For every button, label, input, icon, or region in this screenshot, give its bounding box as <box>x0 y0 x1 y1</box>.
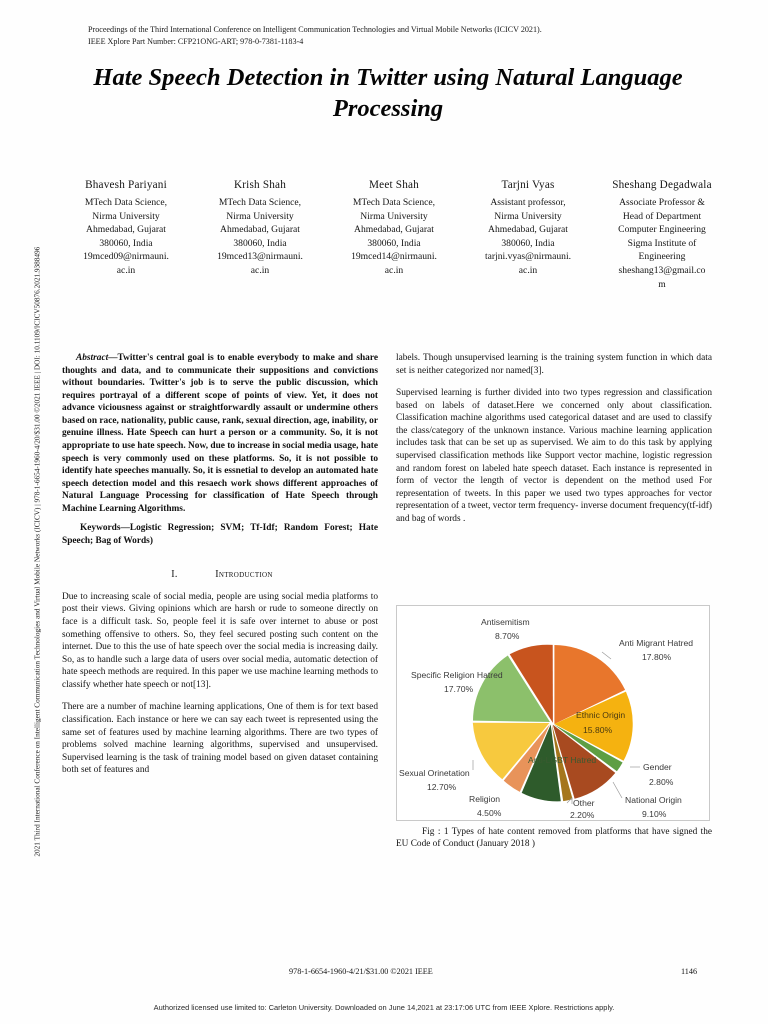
author-entry <box>60 178 192 291</box>
author-entry <box>328 178 460 291</box>
author-name: Meet Shah <box>369 179 419 191</box>
pie-label-anti-migrant-hatred: Anti Migrant Hatred <box>619 638 694 648</box>
footer-isbn: 978-1-6654-1960-4/21/$31.00 ©2021 IEEE <box>289 967 433 976</box>
author-affiliation-line: MTech Data Science, <box>352 196 436 208</box>
pie-label-national-origin: National Origin <box>625 795 682 805</box>
author-affiliation-line: 380060, India <box>233 237 287 249</box>
author-affiliation-line: Nirma University <box>360 210 428 222</box>
pie-value-religion: 4.50% <box>477 808 502 818</box>
author-email-line: ac.in <box>250 264 270 276</box>
column-left <box>62 352 378 787</box>
author-entry <box>194 178 326 291</box>
proceedings-header-line2: IEEE Xplore Part Number: CFP21ONG-ART; 978-0-7381-1183-4 <box>88 36 304 46</box>
author-affiliation-line: 380060, India <box>99 237 153 249</box>
author-affiliation-line: Ahmedabad, Gujarat <box>220 224 300 236</box>
pie-chart-svg <box>397 606 709 820</box>
author-affiliation-line: Nirma University <box>92 210 160 222</box>
author-entry <box>462 178 594 291</box>
author-affiliation-line: Computer Engineering <box>618 224 706 236</box>
author-affiliation-line: Ahmedabad, Gujarat <box>354 224 434 236</box>
author-affiliation-line: MTech Data Science, <box>84 196 168 208</box>
author-name: Bhavesh Pariyani <box>85 179 167 191</box>
author-affiliation-line: Associate Professor & <box>619 196 705 208</box>
author-entry <box>596 178 728 291</box>
figure-pie-chart <box>396 605 710 821</box>
author-affiliation-line: Sigma Institute of <box>627 237 697 249</box>
author-affiliation-line: MTech Data Science, <box>218 196 302 208</box>
author-block <box>60 178 728 291</box>
pie-label-ethnic-origin: Ethnic Origin <box>576 710 626 720</box>
author-name: Sheshang Degadwala <box>612 179 712 191</box>
figure-caption <box>396 826 712 851</box>
pie-value-gender: 2.80% <box>649 777 674 787</box>
keywords-paragraph: Keywords—Logistic Regression; SVM; Tf-Idf; Random Forest; Hate Speech; Bag of Words) <box>62 523 378 546</box>
author-email-line: ac.in <box>384 264 404 276</box>
section-number: I. <box>171 569 178 581</box>
author-affiliation-line: Nirma University <box>494 210 562 222</box>
author-affiliation-line: Ahmedabad, Gujarat <box>488 224 568 236</box>
pie-value-specific-religion-hatred: 17.70% <box>444 684 474 694</box>
author-name: Krish Shah <box>233 179 287 191</box>
pie-label-other: Other <box>573 798 595 808</box>
pie-value-anti-migrant-hatred: 17.80% <box>642 652 672 662</box>
section-heading-introduction <box>62 568 378 581</box>
author-email-line: sheshang13@gmail.co <box>618 264 706 276</box>
pie-label-religion: Religion <box>469 794 501 804</box>
pie-label-anti-lgbt-hatred: Anti-LGBT Hatred <box>528 755 597 765</box>
author-affiliation-line: 380060, India <box>501 237 555 249</box>
author-name: Tarjni Vyas <box>501 179 555 191</box>
section-title: Introduction <box>215 569 273 581</box>
author-affiliation-line: Nirma University <box>226 210 294 222</box>
pie-label-antisemitism: Antisemitism <box>481 617 530 627</box>
intro-paragraph-2: There are a number of machine learning applications, One of them is for text based classification. Each instance or here we can say each tweet is represented using the same set of features used by machine learning algorithms. There are two types of problems solved machine learning algorithms, supervised and unsupervised. Supervised learning is the task of training model based on given dataset containing both set of features and <box>62 702 378 776</box>
author-email-line: 19mced14@nirmauni. <box>351 251 437 263</box>
pie-value-ethnic-origin: 15.80% <box>583 725 613 735</box>
pie-value-other: 2.20% <box>570 810 595 820</box>
figure-caption-line2: that have signed the EU Code of Conduct (January 2018 ) <box>396 827 713 850</box>
footer-page-number: 1146 <box>681 967 698 976</box>
author-email-line: ac.in <box>518 264 538 276</box>
author-affiliation-line: Assistant professor, <box>490 196 566 208</box>
author-email-line: m <box>658 278 666 290</box>
pie-label-sexual-orinetation: Sexual Orinetation <box>399 768 470 778</box>
footer-license-notice: Authorized licensed use limited to: Carleton University. Downloaded on June 14,2021 at 23:17:06 UTC from IEEE Xplore. Restrictions apply. <box>153 1003 615 1012</box>
author-affiliation-line: Engineering <box>638 251 686 263</box>
right-paragraph-2: Supervised learning is further divided into two types regression and classification based on labels of dataset.Here we concerned only about classification. Classification machine algorithms used categorical dataset and are used to classify the class/category of the unknown instance. Various machine learning application includes task that can be set up as supervised. We aim to do this task by applying supervised classification methods like Support vector machine, logistic regression and random forest on labeled hate speech dataset. Each instance is represented in form of vector the length of vector is dependent on the method used For representation of tweets. In this paper we used two types approaches for vector representation of a tweet, vector term frequency- inverse document frequency(tf-idf) and bag of words . <box>396 388 712 524</box>
abstract-paragraph <box>62 352 378 515</box>
figure-caption-line1: Fig : 1 Types of hate content removed from platforms <box>422 827 632 837</box>
author-email-line: 19mced13@nirmauni. <box>217 251 303 263</box>
author-email-line: 19mced09@nirmauni. <box>83 251 169 263</box>
abstract-text: Twitter's central goal is to enable everybody to make and share thoughts and data, and to communicate their suppositions and convictions without boundaries. Twitter's job is to serve the public discussion, which requires portrayal of a different scope of points of view. Yet, it does not advance viciousness against or straightforwardly assault or undermine others based on race, nationality, public cause, rank, sexual direction, age, inability, or genuine illness. Hate Speech can hurt a person or a community. So, it is not appropriate to use hate speech. Now, due to increase in social media usage, hate speech is very commonly used on these platforms. So, it is not possible to identify hate speeches manually. So, it is essnetial to develop an automated hate speech detection model and this resaech work shows different approaches of Natural Language Processing for classification of Hate Speech through Machine Learning Algorithms. <box>62 353 378 514</box>
page-title: Hate Speech Detection in Twitter using Natural Language Processing <box>93 64 683 123</box>
author-affiliation-line: Ahmedabad, Gujarat <box>86 224 166 236</box>
leader-anti-migrant <box>602 652 611 659</box>
author-email-line: ac.in <box>116 264 136 276</box>
spine-citation-text: 2021 Third International Conference on Intelligent Communication Technologies and Virtual Mobile Networks (ICICV) | 978-1-6654-1960-4/20/$31.00 ©2021 IEEE | DOI: 10.1109/ICICV50876.2021.9388496 <box>33 246 42 857</box>
right-paragraph-1: labels. Though unsupervised learning is the training system function in which data set is neither categorized nor named[3]. <box>396 353 712 376</box>
proceedings-header <box>88 24 728 47</box>
pie-value-sexual-orinetation: 12.70% <box>427 782 457 792</box>
column-right <box>396 352 712 535</box>
leader-national-origin <box>613 782 622 798</box>
author-affiliation-line: 380060, India <box>367 237 421 249</box>
abstract-lead-label: Abstract— <box>76 353 118 363</box>
proceedings-header-line1: Proceedings of the Third International Conference on Intelligent Communication Technologies and Virtual Mobile Networks (ICICV 2021). <box>88 25 542 34</box>
pie-value-national-origin: 9.10% <box>642 809 667 819</box>
pie-slices <box>473 645 633 802</box>
intro-paragraph-1: Due to increasing scale of social media, people are using social media platforms to post their views. Giving opinions which are harsh or rude to someone directly on face is a difficult task. So, people feel it is safe over internet to abuse or post something offensive to others. So, they feel secured posting such content on the internet. Due to this the use of hate speech over the social media is increasing daily. So, as to handle such a large data of users over social media, automatic detection of hate speech methods are required. In this paper we use machine learning methods to classify whether hate speech or not[13]. <box>62 591 378 690</box>
author-affiliation-line: Head of Department <box>622 210 702 222</box>
pie-value-antisemitism: 8.70% <box>495 631 520 641</box>
pie-label-specific-religion-hatred: Specific Religion Hatred <box>411 670 503 680</box>
author-email-line: tarjni.vyas@nirmauni. <box>484 251 572 263</box>
pie-label-gender: Gender <box>643 762 672 772</box>
